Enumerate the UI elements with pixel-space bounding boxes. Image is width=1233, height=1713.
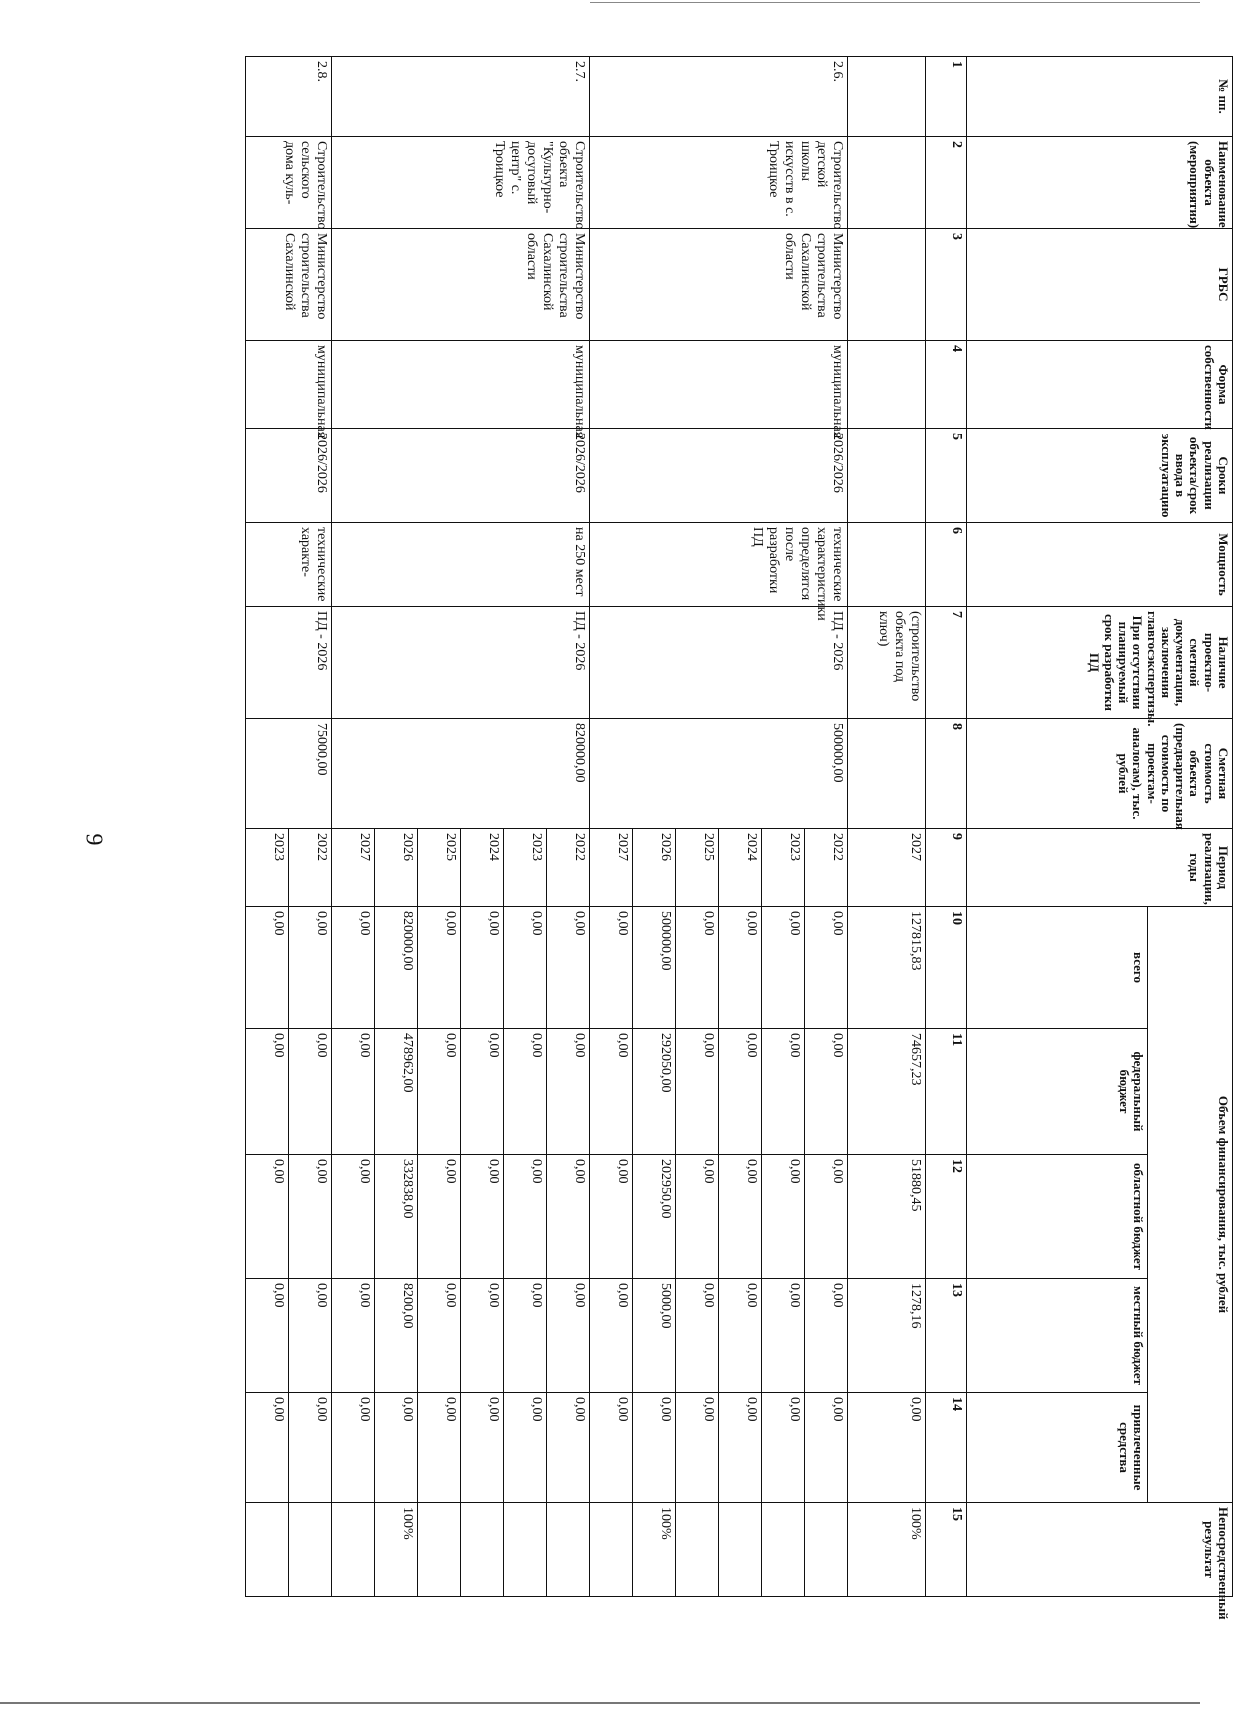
col-number: 5: [926, 429, 967, 523]
cell-result: [676, 1503, 719, 1597]
header-col9: Период реализации, годы: [967, 829, 1233, 907]
cell-year: 2027: [332, 829, 375, 907]
cell-grbs: Министерство строительства Сахалинской области: [332, 229, 590, 341]
header-row: [1148, 57, 1233, 1597]
cell-year: 2022: [805, 829, 848, 907]
cell-total: 0,00: [762, 907, 805, 1029]
cell-name: Строительство детской школы искусств в с. Троицкое: [590, 137, 848, 229]
cell-terms: 2026/2026: [590, 429, 848, 523]
cell-regional: 0,00: [590, 1155, 633, 1279]
cell-name: [848, 137, 926, 229]
cell-year: 2023: [762, 829, 805, 907]
cell-regional: 332838,00: [375, 1155, 418, 1279]
cell-total: 0,00: [246, 907, 289, 1029]
cell-local: 0,00: [762, 1279, 805, 1393]
cell-result: [332, 1503, 375, 1597]
cell-attracted: 0,00: [633, 1393, 676, 1503]
cell-grbs: Министерство строительства Сахалинской области: [590, 229, 848, 341]
cell-federal: 0,00: [461, 1029, 504, 1155]
cell-year: 2022: [547, 829, 590, 907]
cell-federal: 0,00: [719, 1029, 762, 1155]
cell-terms: [848, 429, 926, 523]
cell-ownership: муниципальная: [246, 341, 332, 429]
cell-regional: 0,00: [289, 1155, 332, 1279]
cell-attracted: 0,00: [805, 1393, 848, 1503]
cell-result: 100%: [375, 1503, 418, 1597]
cell-cost: 820000,00: [332, 719, 590, 829]
cell-attracted: 0,00: [461, 1393, 504, 1503]
cell-attracted: 0,00: [547, 1393, 590, 1503]
cell-result: [246, 1503, 289, 1597]
cell-local: 0,00: [719, 1279, 762, 1393]
header-col5: Сроки реализации объекта/срок ввода в эксплуатацию: [967, 429, 1233, 523]
header-col3: ГРБС: [967, 229, 1233, 341]
cell-total: 0,00: [547, 907, 590, 1029]
cell-federal: 0,00: [289, 1029, 332, 1155]
cell-local: 0,00: [590, 1279, 633, 1393]
header-funding-group: Объем финансирования, тыс. рублей: [1148, 907, 1233, 1503]
cell-federal: 0,00: [246, 1029, 289, 1155]
cell-attracted: 0,00: [848, 1393, 926, 1503]
cell-regional: 0,00: [246, 1155, 289, 1279]
header-col7: Наличие проектно-сметной документации, заключения главгосэкспертизы. При отсутствии планируемый срок разработки ПД: [967, 607, 1233, 719]
cell-year: 2023: [504, 829, 547, 907]
cell-federal: 292050,00: [633, 1029, 676, 1155]
col-number: 11: [926, 1029, 967, 1155]
table-row: [848, 57, 926, 1597]
cell-regional: 0,00: [547, 1155, 590, 1279]
header-col6: Мощность: [967, 523, 1233, 607]
cell-attracted: 0,00: [289, 1393, 332, 1503]
cell-result: [762, 1503, 805, 1597]
cell-year: 2027: [848, 829, 926, 907]
cell-attracted: 0,00: [719, 1393, 762, 1503]
table-row: [805, 57, 848, 1597]
header-col10: всего: [967, 907, 1148, 1029]
cell-result: [289, 1503, 332, 1597]
cell-local: 0,00: [805, 1279, 848, 1393]
cell-ownership: муниципальная: [590, 341, 848, 429]
cell-regional: 0,00: [805, 1155, 848, 1279]
cell-attracted: 0,00: [676, 1393, 719, 1503]
cell-total: 0,00: [289, 907, 332, 1029]
cell-total: 0,00: [805, 907, 848, 1029]
header-col4: Форма собственности: [967, 341, 1233, 429]
cell-regional: 0,00: [762, 1155, 805, 1279]
cell-num: [848, 57, 926, 137]
cell-year: 2024: [461, 829, 504, 907]
scan-edge-top: [590, 2, 1200, 3]
cell-federal: 478962,00: [375, 1029, 418, 1155]
cell-name: Строительство сельского дома куль-: [246, 137, 332, 229]
page-number: 9: [80, 833, 107, 846]
cell-total: 0,00: [461, 907, 504, 1029]
col-number: 13: [926, 1279, 967, 1393]
cell-local: 5000,00: [633, 1279, 676, 1393]
cell-regional: 0,00: [676, 1155, 719, 1279]
cell-doc-status: ПД - 2026: [332, 607, 590, 719]
financing-table: [245, 56, 1233, 1620]
col-number: 9: [926, 829, 967, 907]
cell-attracted: 0,00: [418, 1393, 461, 1503]
cell-regional: 0,00: [332, 1155, 375, 1279]
cell-total: 127815,83: [848, 907, 926, 1029]
cell-cost: 500000,00: [590, 719, 848, 829]
cell-year: 2023: [246, 829, 289, 907]
cell-federal: 0,00: [504, 1029, 547, 1155]
cell-ownership: [848, 341, 926, 429]
cell-num: 2.8.: [246, 57, 332, 137]
cell-federal: 74657,23: [848, 1029, 926, 1155]
cell-doc-status: ПД - 2026: [246, 607, 332, 719]
cell-local: 0,00: [289, 1279, 332, 1393]
cell-result: [719, 1503, 762, 1597]
objects-body: [246, 57, 848, 1597]
cell-federal: 0,00: [676, 1029, 719, 1155]
cell-federal: 0,00: [547, 1029, 590, 1155]
cell-attracted: 0,00: [590, 1393, 633, 1503]
cell-year: 2026: [633, 829, 676, 907]
cell-result: 100%: [633, 1503, 676, 1597]
rotated-table-container: [271, 56, 1233, 1620]
cell-year: 2024: [719, 829, 762, 907]
col-number: 10: [926, 907, 967, 1029]
cell-local: 1278,16: [848, 1279, 926, 1393]
cell-local: 0,00: [246, 1279, 289, 1393]
cell-capacity: [848, 523, 926, 607]
cell-name: Строительство объекта "Культурно-досуговый центр" с. Троицкое: [332, 137, 590, 229]
cell-local: 0,00: [676, 1279, 719, 1393]
cell-regional: 202950,00: [633, 1155, 676, 1279]
cell-total: 0,00: [332, 907, 375, 1029]
cell-terms: 2026/2026: [246, 429, 332, 523]
col-number: 1: [926, 57, 967, 137]
col-number: 8: [926, 719, 967, 829]
cell-result: [418, 1503, 461, 1597]
cell-federal: 0,00: [332, 1029, 375, 1155]
cell-num: 2.7.: [332, 57, 590, 137]
cell-local: 0,00: [461, 1279, 504, 1393]
cell-attracted: 0,00: [375, 1393, 418, 1503]
cell-cost: [848, 719, 926, 829]
cell-federal: 0,00: [590, 1029, 633, 1155]
cell-doc-status: ПД - 2026: [590, 607, 848, 719]
cell-year: 2022: [289, 829, 332, 907]
cell-total: 0,00: [418, 907, 461, 1029]
scan-edge-bottom: [0, 1702, 1200, 1704]
cell-year: 2026: [375, 829, 418, 907]
cell-regional: 0,00: [461, 1155, 504, 1279]
cell-regional: 0,00: [418, 1155, 461, 1279]
cell-result: [590, 1503, 633, 1597]
col-number: 4: [926, 341, 967, 429]
col-number: 15: [926, 1503, 967, 1597]
cell-ownership: муниципальная: [332, 341, 590, 429]
cell-local: 8200,00: [375, 1279, 418, 1393]
cell-federal: 0,00: [418, 1029, 461, 1155]
cell-total: 0,00: [504, 907, 547, 1029]
header-col2: Наименование объекта (мероприятия): [967, 137, 1233, 229]
cell-cost: 75000,00: [246, 719, 332, 829]
cell-year: 2025: [676, 829, 719, 907]
header-col13: местный бюджет: [967, 1279, 1148, 1393]
cell-capacity: технические характе-: [246, 523, 332, 607]
cell-total: 500000,00: [633, 907, 676, 1029]
col-number: 2: [926, 137, 967, 229]
cell-year: 2025: [418, 829, 461, 907]
cell-doc-status: (строительство объекта под ключ): [848, 607, 926, 719]
col-number: 6: [926, 523, 967, 607]
cell-result: [805, 1503, 848, 1597]
cell-attracted: 0,00: [332, 1393, 375, 1503]
cell-attracted: 0,00: [246, 1393, 289, 1503]
col-number: 7: [926, 607, 967, 719]
cell-federal: 0,00: [805, 1029, 848, 1155]
header-col8: Сметная стоимость объекта (предварительная стоимость по проектам-аналогам), тыс. рублей: [967, 719, 1233, 829]
cell-attracted: 0,00: [762, 1393, 805, 1503]
col-number: 12: [926, 1155, 967, 1279]
cell-local: 0,00: [547, 1279, 590, 1393]
cell-regional: 0,00: [719, 1155, 762, 1279]
cell-year: 2027: [590, 829, 633, 907]
cell-grbs: [848, 229, 926, 341]
cell-num: 2.6.: [590, 57, 848, 137]
header-col15: Непосредственный результат: [967, 1503, 1233, 1597]
cell-regional: 51880,45: [848, 1155, 926, 1279]
cell-local: 0,00: [332, 1279, 375, 1393]
header-col1: № пп.: [967, 57, 1233, 137]
cell-grbs: Министерство строительства Сахалинской: [246, 229, 332, 341]
cell-result: [461, 1503, 504, 1597]
cell-total: 820000,00: [375, 907, 418, 1029]
cell-attracted: 0,00: [504, 1393, 547, 1503]
col-number: 3: [926, 229, 967, 341]
cell-result: 100%: [848, 1503, 926, 1597]
cell-capacity: технические характеристики определятся после разработки ПД: [590, 523, 848, 607]
cell-total: 0,00: [590, 907, 633, 1029]
header-col11: федеральный бюджет: [967, 1029, 1148, 1155]
cell-local: 0,00: [418, 1279, 461, 1393]
table-row: [547, 57, 590, 1597]
header-col14: привлеченные средства: [967, 1393, 1148, 1503]
table-row: [289, 57, 332, 1597]
cell-total: 0,00: [719, 907, 762, 1029]
cell-terms: 2026/2026: [332, 429, 590, 523]
cell-total: 0,00: [676, 907, 719, 1029]
column-numbers-row: [926, 57, 967, 1597]
col-number: 14: [926, 1393, 967, 1503]
cell-result: [547, 1503, 590, 1597]
cell-federal: 0,00: [762, 1029, 805, 1155]
cell-local: 0,00: [504, 1279, 547, 1393]
cell-capacity: на 250 мест: [332, 523, 590, 607]
header-col12: областной бюджет: [967, 1155, 1148, 1279]
cell-result: [504, 1503, 547, 1597]
cell-regional: 0,00: [504, 1155, 547, 1279]
